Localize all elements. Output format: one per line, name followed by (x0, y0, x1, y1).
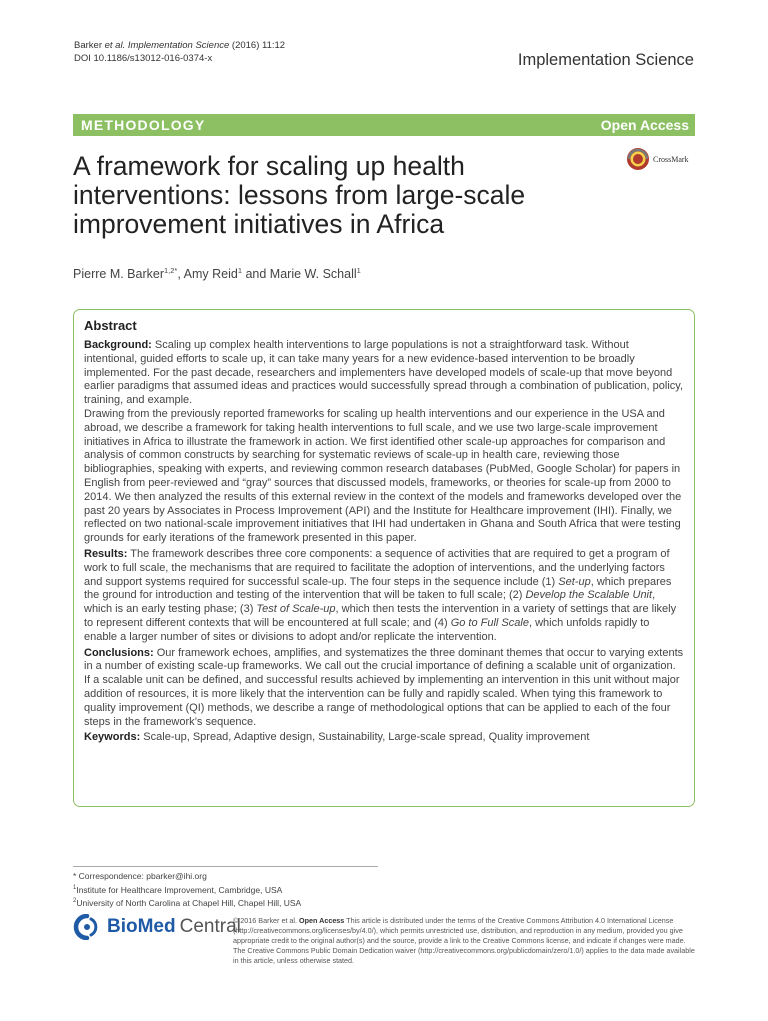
citation-block (74, 39, 285, 65)
results-text: , which prepares the ground for introduction and testing of the intervention that will be taken to full scale; (2) (84, 575, 672, 602)
results-label: Results: (84, 547, 128, 560)
abstract-keywords (84, 731, 684, 745)
author-name[interactable]: Amy Reid (183, 267, 238, 282)
crossmark-label: CrossMark (653, 154, 689, 164)
results-text: , which is an early testing phase; (3) (84, 589, 656, 616)
results-text: , which unfolds rapidly to enable a larger number of sites or divisions to adopt and/or replicate the intervention. (84, 616, 650, 643)
abstract-background (84, 339, 684, 408)
license-text: This article is distributed under the terms of the Creative Commons Attribution 4.0 International License (http://creativecommons.org/licenses/by/4.0/), which permits unrestricted use, distribution, and reproduction in any medium, provided you give appropriate credit to the original author(s) and the source, provide a link to the Creative Commons license, and indicate if changes were made. The Creative Commons Public Domain Dedication waiver (http://creativecommons.org/publicdomain/zero/1.0/) applies to the data made available in this article, unless otherwise stated. (233, 916, 695, 965)
citation-line (74, 39, 285, 52)
results-step: Develop the Scalable Unit (525, 589, 653, 602)
keywords-label: Keywords: (84, 731, 141, 744)
author-affiliation-marker: 1 (237, 266, 242, 275)
keywords-text: Scale-up, Spread, Adaptive design, Sustainability, Large-scale spread, Quality improvement (140, 731, 590, 744)
background-text: Scaling up complex health interventions to large populations is not a straightforward task. Without intentional, guided efforts to scale up, it can take many years for a new evidence-based intervention to be broadly implemented. For the past decade, researchers and implementers have developed models of scale-up that move beyond earlier paradigms that assumed ideas and practices would successfully spread through a combination of publication, policy, training, and example. (84, 339, 684, 407)
affiliation-2 (73, 896, 301, 909)
license-copyright: © 2016 Barker et al. (233, 916, 300, 925)
affiliation-1 (73, 883, 301, 896)
citation-etal: et al. (104, 40, 126, 51)
affiliation-marker: 1 (73, 884, 77, 891)
citation-authors: Barker (74, 40, 105, 51)
citation-journal: Implementation Science (125, 40, 230, 51)
logo-text-biomed: BioMed (107, 916, 176, 937)
results-text: The framework describes three core components: a sequence of activities that are required to get a program of work to full scale, the mechanisms that are required to facilitate the adoption of interventions, and the underlying factors and support systems required for successful scale-up. The four steps in the sequence include (1) (84, 547, 670, 588)
results-text: , which then tests the intervention in a variety of settings that are likely to represent different contexts that will be encountered at full scale; and (4) (84, 603, 677, 629)
results-step: Set-up (558, 575, 591, 588)
affiliation-text: Institute for Healthcare Improvement, Cambridge, USA (76, 884, 283, 895)
biomed-central-icon (73, 914, 103, 940)
article-title: A framework for scaling up health interventions: lessons from large-scale improvement initiatives in Africa (73, 151, 526, 239)
correspondence-note[interactable]: * Correspondence: pbarker@ihi.org (73, 871, 207, 881)
license-notice (233, 916, 695, 966)
abstract-results (84, 548, 684, 645)
affiliation-text: University of North Carolina at Chapel Hill, Chapel Hill, USA (76, 897, 302, 908)
citation-volume: (2016) 11:12 (229, 40, 286, 51)
author-affiliation-marker: 1,2* (164, 266, 178, 275)
conclusions-label: Conclusions: (84, 646, 154, 659)
background-label: Background: (84, 339, 152, 351)
crossmark-icon (626, 147, 650, 171)
results-step: Go to Full Scale (450, 616, 529, 629)
abstract-box (73, 309, 695, 807)
author-name[interactable]: Pierre M. Barker (73, 267, 164, 282)
crossmark-badge[interactable] (626, 147, 689, 171)
conclusions-text: Our framework echoes, amplifies, and systematizes the three dominant themes that occur to varying extents in a number of existing scale-up frameworks. We call out the crucial importance of defining a scalable unit of organization. If a scalable unit can be defined, and successful results achieved by implementing an intervention in this unit without major addition of resources, it is more likely that the intervention can be fully and rapidly scaled. When tying this framework to quality improvement (QI) methods, we describe a range of methodological options that can be applied to each of the four steps in the framework’s sequence. (84, 646, 684, 728)
journal-name: Implementation Science (517, 51, 694, 69)
footnote-divider (73, 866, 378, 867)
biomed-central-logo[interactable] (73, 914, 241, 940)
author-name[interactable]: Marie W. Schall (269, 267, 357, 282)
article-type-label: METHODOLOGY (81, 117, 206, 133)
footnotes (73, 871, 301, 909)
logo-text-central: Central (179, 916, 241, 937)
open-access-label: Open Access (600, 117, 689, 133)
abstract-methods: Drawing from the previously reported frameworks for scaling up health interventions and our experience in the USA and abroad, we describe a framework for taking health interventions to full scale, and we use two large-scale improvement initiatives in Africa to illustrate the framework in action. We first identified other scale-up approaches for comparison and analysis of common constructs by searching for systematic reviews of scale-up in health care, reviewing those bibliographies, speaking with experts, and reviewing common research databases (PubMed, Google Scholar) for papers in English from peer-reviewed and “gray” sources that discussed models, frameworks, or theories for scale-up from 2000 to 2014. We then analyzed the results of this external review in the context of the models and frameworks developed over the past 20 years by Associates in Process Improvement (API) and the Institute for Healthcare improvement (IHI). Finally, we reflected on two national-scale improvement initiatives that IHI had undertaken in Ghana and South Africa that were testing grounds for early iterations of the framework presented in this paper. (84, 407, 682, 545)
author-affiliation-marker: 1 (356, 266, 361, 275)
abstract-conclusions (84, 647, 684, 730)
license-open-access-label: Open Access (299, 916, 345, 925)
article-type-banner (73, 114, 695, 136)
author-separator: and (241, 267, 270, 282)
abstract-heading: Abstract (84, 318, 137, 333)
author-list (73, 266, 361, 281)
author-separator: , (177, 267, 184, 282)
doi[interactable]: DOI 10.1186/s13012-016-0374-x (74, 53, 213, 64)
results-step: Test of Scale-up (256, 603, 336, 616)
affiliation-marker: 2 (73, 897, 77, 904)
